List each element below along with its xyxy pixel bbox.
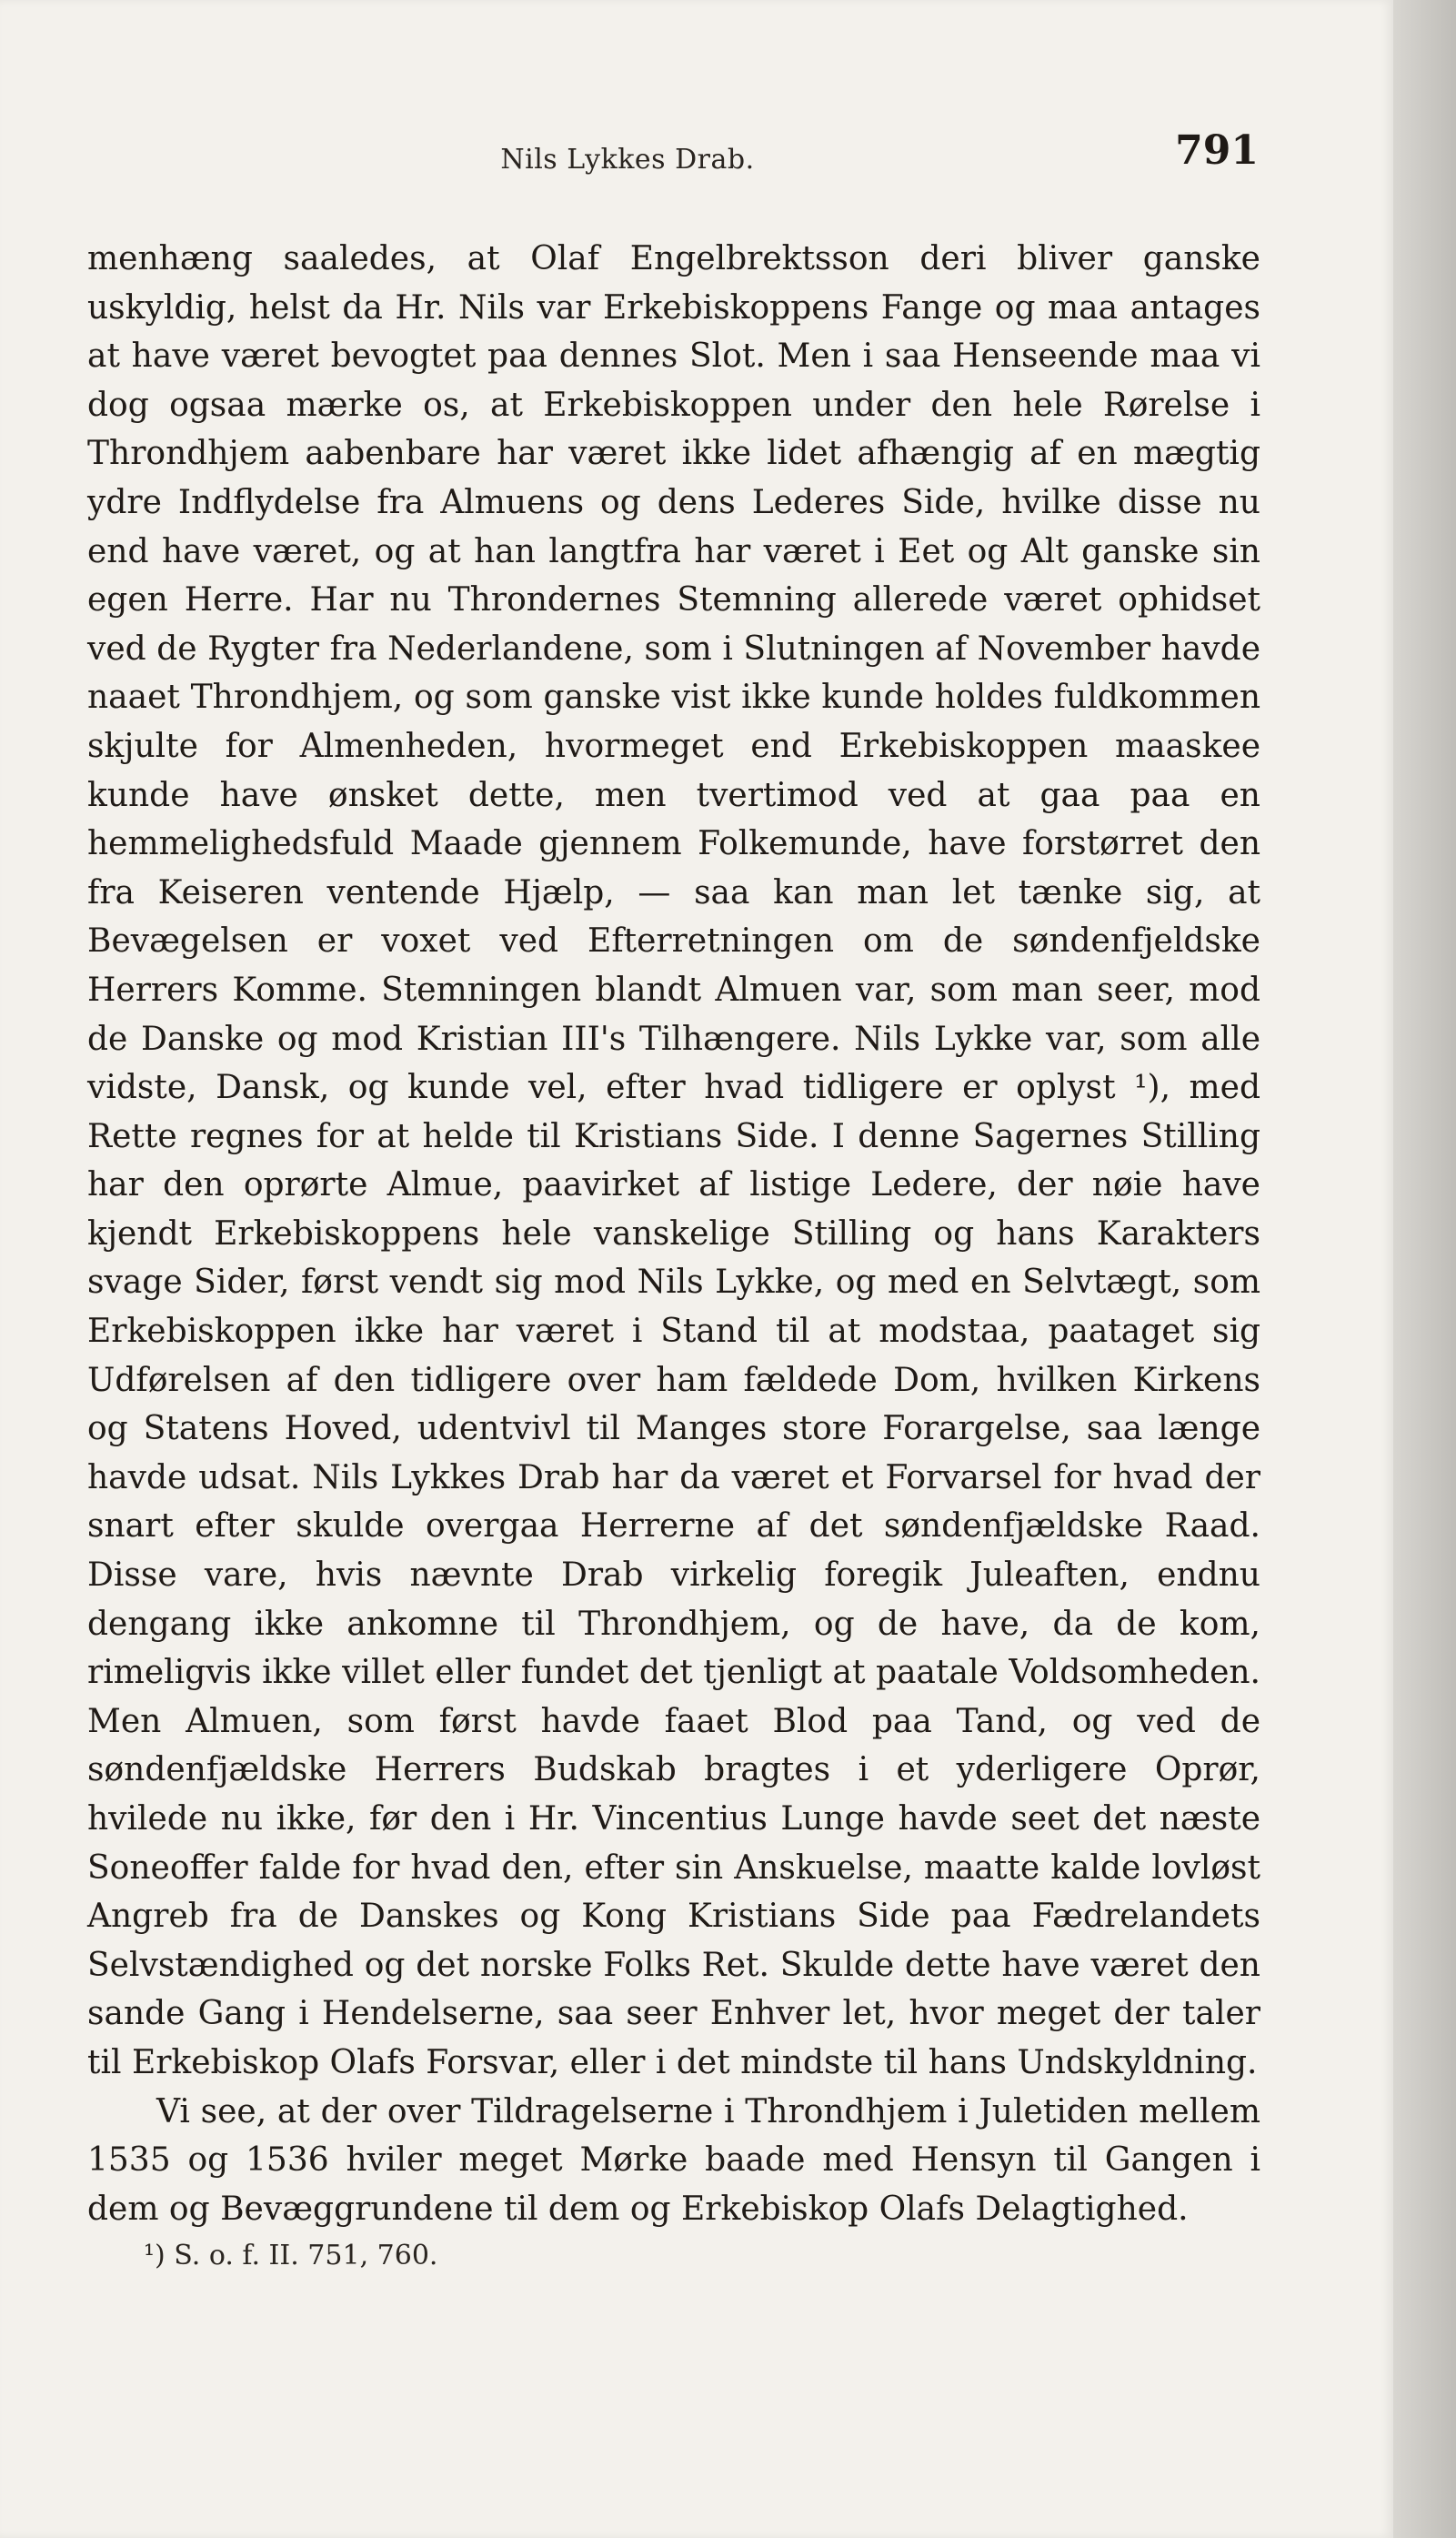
paragraph-2: Vi see, at der over Tildragelserne i Throndhjem i Juletiden mellem 1535 og 1536 hviler meget Mørke baade med Hensyn til Gangen i dem og Bevæggrundene til dem og Erkebiskop Olafs Delagtighed. bbox=[87, 2092, 1260, 2228]
running-title: Nils Lykkes Drab. bbox=[500, 144, 755, 176]
page-header bbox=[0, 127, 1393, 182]
page-number: 791 bbox=[1175, 127, 1259, 174]
footnote: ¹) S. o. f. II. 751, 760. bbox=[144, 2240, 438, 2271]
body-text bbox=[87, 235, 1260, 2233]
page-edge bbox=[1393, 0, 1456, 2538]
paragraph-1: menhæng saaledes, at Olaf Engelbrektsson deri bliver ganske uskyldig, helst da Hr. Nils var Erkebiskoppens Fange og maa antages at have været bevogtet paa dennes Slot. Men i saa Henseende maa vi dog ogsaa mærke os, at Erkebiskoppen under den hele Rørelse i Throndhjem aabenbare har været ikke lidet afhængig af en mægtig ydre Indflydelse fra Almuens og dens Lederes Side, hvilke disse nu end have været, og at han langtfra har været i Eet og Alt ganske sin egen Herre. Har nu Throndernes Stemning allerede været ophidset ved de Rygter fra Nederlandene, som i Slutningen af November havde naaet Throndhjem, og som ganske vist ikke kunde holdes fuldkommen skjulte for Almenheden, hvormeget end Erkebiskoppen maaskee kunde have ønsket dette, men tvertimod ved at gaa paa en hemmelighedsfuld Maade gjennem Folkemunde, have forstørret den fra Keiseren ventende Hjælp, — saa kan man let tænke sig, at Bevægelsen er voxet ved Efterretningen om de søndenfjeldske Herrers Komme. Stemningen blandt Almuen var, som man seer, mod de Danske og mod Kristian III's Tilhængere. Nils Lykke var, som alle vidste, Dansk, og kunde vel, efter hvad tidligere er oplyst ¹), med Rette regnes for at helde til Kristians Side. I denne Sagernes Stilling har den oprørte Almue, paavirket af listige Ledere, der nøie have kjendt Erkebiskoppens hele vanskelige Stilling og hans Karakters svage Sider, først vendt sig mod Nils Lykke, og med en Selvtægt, som Erkebiskoppen ikke har været i Stand til at modstaa, paataget sig Udførelsen af den tidligere over ham fældede Dom, hvilken Kirkens og Statens Hoved, udentvivl til Manges store Forargelse, saa længe havde udsat. Nils Lykkes Drab har da været et Forvarsel for hvad der snart efter skulde overgaa Herrerne af det søndenfjældske Raad. Disse vare, hvis nævnte Drab virkelig foregik Juleaften, endnu dengang ikke ankomne til Throndhjem, og de have, da de kom, rimeligvis ikke villet eller fundet det tjenligt at paatale Voldsomheden. Men Almuen, som først havde faaet Blod paa Tand, og ved de søndenfjældske Herrers Budskab bragtes i et yderligere Oprør, hvilede nu ikke, før den i Hr. Vincentius Lunge havde seet det næste Soneoffer falde for hvad den, efter sin Anskuelse, maatte kalde lovløst Angreb fra de Danskes og Kong Kristians Side paa Fædrelandets Selvstændighed og det norske Folks Ret. Skulde dette have været den sande Gang i Hendelserne, saa seer Enhver let, hvor meget der taler til Erkebiskop Olafs Forsvar, eller i det mindste til hans Undskyldning. bbox=[87, 240, 1260, 2081]
